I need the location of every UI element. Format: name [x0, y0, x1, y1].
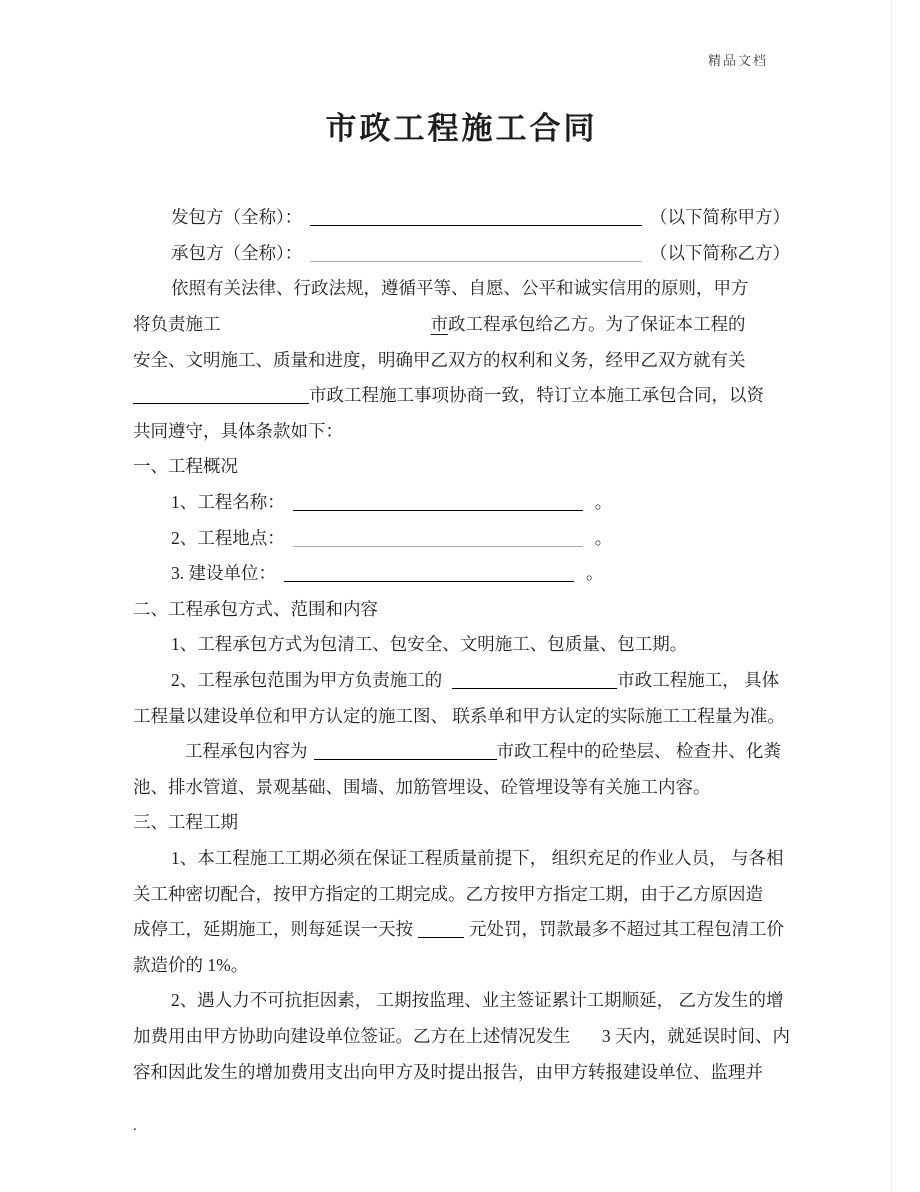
body-text: 工程量以建设单位和甲方认定的施工图、 联系单和甲方认定的实际施工工程量为准。 — [133, 705, 785, 726]
heading-text: 二、工程承包方式、范围和内容 — [133, 598, 378, 619]
body-text: 2、遇人力不可抗拒因素， 工期按监理、业主签证累计工期顺延， 乙方发生的增 — [171, 990, 784, 1011]
project-name-blank-field[interactable] — [133, 403, 309, 404]
preamble-line-3 — [133, 341, 790, 377]
party-b-blank-field[interactable] — [310, 261, 642, 262]
section-2-item-3-cont — [133, 769, 790, 805]
body-text: 工程承包内容为 — [185, 741, 308, 762]
section-2-item-1 — [133, 626, 790, 662]
preamble-text: 安全、文明施工、质量和进度，明确甲乙双方的权利和义务，经甲乙双方就有关 — [133, 349, 746, 370]
body-text: 加费用由甲方协助向建设单位签证。乙方在上述情况发生 — [133, 1025, 571, 1046]
body-text: 1、本工程施工工期必须在保证工程质量前提下， 组织充足的作业人员， 与各相 — [171, 847, 784, 868]
item-label: 2、工程地点： — [171, 527, 285, 548]
content-blank-field[interactable] — [314, 759, 497, 760]
party-b-suffix: （以下简称乙方） — [650, 242, 790, 263]
penalty-amount-field[interactable] — [418, 937, 464, 938]
body-text: 2、工程承包范围为甲方负责施工的 — [171, 670, 443, 691]
body-text: 市政工程施工， 具体 — [617, 670, 780, 691]
preamble-text: 将负责施工 — [133, 314, 221, 335]
preamble-text: 依照有关法律、行政法规，遵循平等、自愿、公平和诚实信用的原则，甲方 — [171, 278, 749, 299]
section-3-item-2-line-2 — [133, 1018, 790, 1054]
body-text: 池、排水管道、景观基础、围墙、加筋管埋设、砼管埋设等有关施工内容。 — [133, 776, 711, 797]
preamble-text: 共同遵守，具体条款如下： — [133, 420, 343, 441]
party-a-label: 发包方（全称）： — [171, 207, 303, 228]
section-3-item-1-line-1 — [133, 840, 790, 876]
page-edge-line — [891, 0, 892, 1192]
item-period: 。 — [594, 492, 613, 513]
page-title: 市政工程施工合同 — [325, 111, 598, 146]
section-2-heading — [133, 591, 790, 627]
section-2-item-3 — [133, 733, 790, 769]
heading-text: 三、工程工期 — [133, 812, 238, 833]
body-text: 3 天内，就延误时间、内 — [601, 1025, 790, 1046]
body-text: 关工种密切配合，按甲方指定的工期完成。乙方按甲方指定工期，由于乙方原因造 — [133, 883, 763, 904]
document-body — [133, 199, 790, 1089]
body-text: 市政工程中的砼垫层、 检查井、化粪 — [496, 741, 781, 762]
body-text: 元处罚，罚款最多不超过其工程包清工价 — [469, 919, 784, 940]
body-text: 容和因此发生的增加费用支出向甲方及时提出报告，由甲方转报建设单位、监理并 — [133, 1061, 763, 1082]
preamble-line-2 — [133, 306, 790, 342]
heading-text: 一、工程概况 — [133, 456, 238, 477]
preamble-text: 市政工程施工事项协商一致，特订立本施工承包合同，以资 — [309, 385, 764, 406]
preamble-line-1 — [133, 270, 790, 306]
project-name-field[interactable] — [293, 510, 583, 511]
project-location-field[interactable] — [293, 546, 583, 547]
body-text: 1、工程承包方式为包清工、包安全、文明施工、包质量、包工期。 — [171, 634, 688, 655]
project-location-row — [133, 519, 790, 555]
section-3-heading — [133, 804, 790, 840]
underlined-char: 市 — [430, 314, 448, 335]
section-3-item-2-line-1 — [133, 982, 790, 1018]
project-name-row — [133, 484, 790, 520]
party-a-blank-field[interactable] — [310, 225, 642, 226]
construction-unit-field[interactable] — [284, 581, 574, 582]
scope-blank-field[interactable] — [452, 688, 617, 689]
section-3-item-1-line-3 — [133, 911, 790, 947]
section-2-item-2 — [133, 662, 790, 698]
section-3-item-2-line-3 — [133, 1053, 790, 1089]
party-a-suffix: （以下简称甲方） — [650, 207, 790, 228]
preamble-text: 政工程承包给乙方。为了保证本工程的 — [448, 314, 746, 335]
body-text: 款造价的 1%。 — [133, 954, 249, 975]
preamble-line-5 — [133, 413, 790, 449]
item-period: 。 — [586, 563, 604, 584]
section-3-item-1-line-2 — [133, 875, 790, 911]
header-note: 精品文档 — [708, 53, 769, 68]
preamble-line-4 — [133, 377, 790, 413]
section-1-heading — [133, 448, 790, 484]
section-2-item-2-cont — [133, 697, 790, 733]
stray-period: . — [133, 1118, 137, 1134]
item-label: 3. 建设单位： — [171, 563, 276, 584]
item-label: 1、工程名称： — [171, 492, 285, 513]
party-a-line — [133, 199, 790, 235]
section-3-item-1-line-4 — [133, 946, 790, 982]
party-b-label: 承包方（全称）： — [171, 242, 303, 263]
party-b-line — [133, 235, 790, 271]
construction-unit-row — [133, 555, 790, 591]
body-text: 成停工，延期施工，则每延误一天按 — [133, 919, 413, 940]
item-period: 。 — [594, 527, 613, 548]
